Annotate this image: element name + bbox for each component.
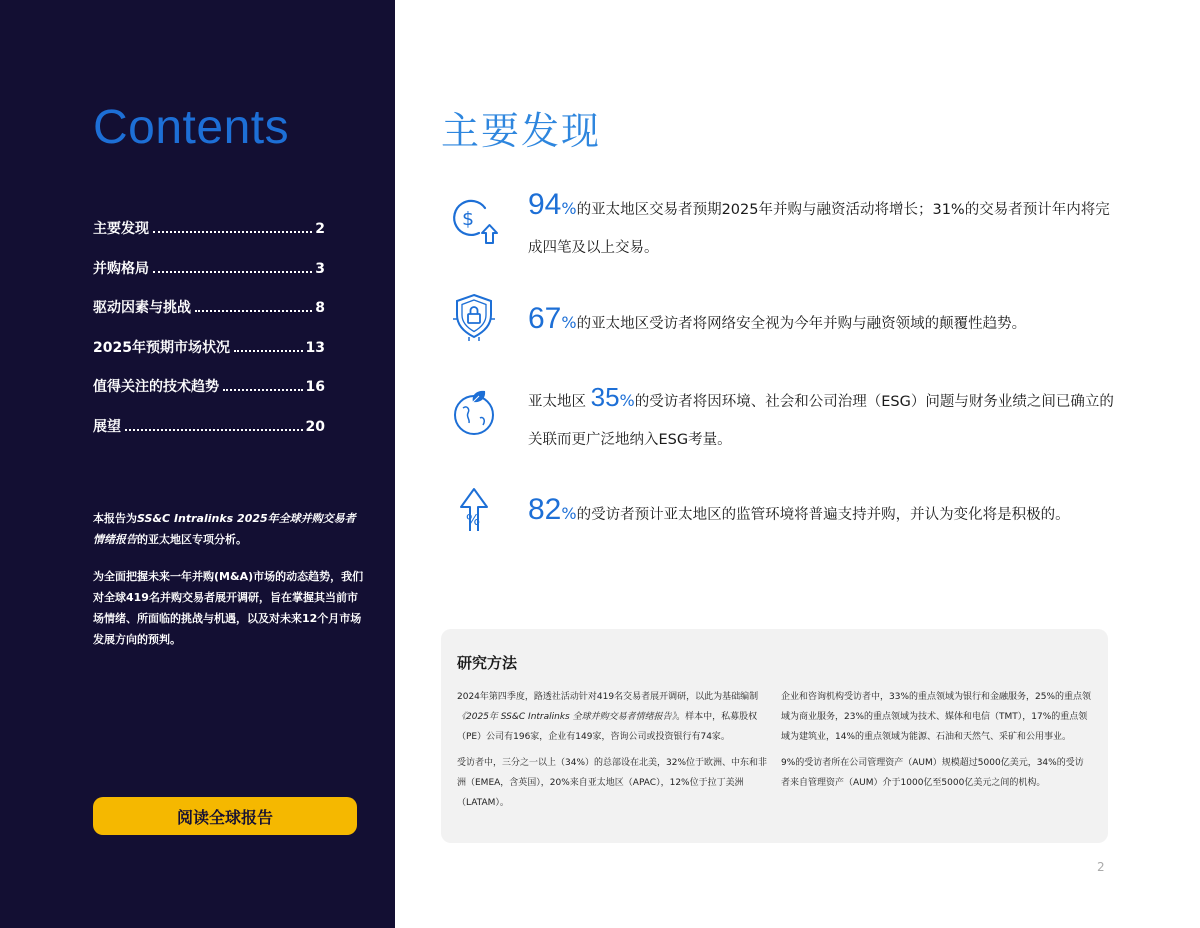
survey-description: 为全面把握未来一年并购(M&A)市场的动态趋势，我们对全球419名并购交易者展开调研，旨在掌握其当前市场情绪、所面临的挑战与机遇，以及对未来12个月市场发展方向的预判。 xyxy=(93,570,364,646)
finding-description: 的受访者预计亚太地区的监管环境将普遍支持并购，并认为变化将是积极的。 xyxy=(576,507,1070,523)
methodology-paragraph: 受访者中，三分之一以上（34%）的总部设在北美，32%位于欧洲、中东和非洲（EMEA，含英国），20%来自亚太地区（APAC），12%位于拉丁美洲（LATAM）。 xyxy=(457,758,768,808)
shield-lock-icon xyxy=(449,292,499,342)
finding-text xyxy=(528,491,1123,534)
read-global-report-button[interactable]: 阅读全球报告 xyxy=(93,797,357,835)
toc-item-label: 2025年预期市场状况 xyxy=(93,339,230,356)
toc-leader-dots xyxy=(153,271,312,273)
finding-text xyxy=(528,186,1123,267)
toc-item-ma-landscape[interactable] xyxy=(93,258,325,298)
toc-leader-dots xyxy=(153,231,312,233)
finding-figure: 67 xyxy=(528,302,562,335)
finding-prefix: 亚太地区 xyxy=(528,394,591,410)
methodology-box xyxy=(441,629,1108,843)
svg-text:$: $ xyxy=(461,208,475,230)
sidebar xyxy=(0,0,395,928)
toc-item-label: 值得关注的技术趋势 xyxy=(93,379,219,396)
contents-title: Contents xyxy=(93,101,290,154)
report-title-italic: SS&C Intralinks 2025年全球并购交易者情绪报告 xyxy=(93,512,356,546)
toc-item-label: 并购格局 xyxy=(93,260,149,277)
methodology-paragraph: 9%的受访者所在公司管理资产（AUM）规模超过5000亿美元，34%的受访者来自管理资产（AUM）介于1000亿至5000亿美元之间的机构。 xyxy=(781,758,1084,788)
toc-leader-dots xyxy=(234,350,303,352)
toc-item-label: 主要发现 xyxy=(93,221,149,237)
methodology-right-column xyxy=(781,687,1091,799)
finding-text xyxy=(528,300,1123,343)
toc-item-outlook[interactable] xyxy=(93,416,325,456)
finding-text xyxy=(528,378,1123,459)
toc-leader-dots xyxy=(125,429,303,431)
finding-figure: 35 xyxy=(590,382,620,412)
toc-item-key-findings[interactable] xyxy=(93,218,325,258)
toc-item-label: 展望 xyxy=(93,418,121,435)
paragraph-text: 。样本中，私募股权（PE）公司有196家，企业有149家，咨询公司或投资银行有74家。 xyxy=(457,712,758,742)
toc-item-page: 8 xyxy=(315,300,325,317)
table-of-contents xyxy=(93,218,325,456)
finding-percent-sign: % xyxy=(561,504,577,523)
toc-item-label: 驱动因素与挑战 xyxy=(93,300,191,317)
toc-item-page: 13 xyxy=(305,339,325,356)
toc-item-page: 16 xyxy=(305,379,325,396)
finding-description: 的受访者将因环境、社会和公司治理（ESG）问题与财务业绩之间已确立的关联而更广泛地纳入ESG考量。 xyxy=(528,394,1114,448)
toc-item-page: 20 xyxy=(305,418,325,435)
percent-arrow-icon xyxy=(449,485,499,535)
finding-percent-sign: % xyxy=(619,391,635,410)
finding-description: 的亚太地区交易者预期2025年并购与融资活动将增长；31%的交易者预计年内将完成四笔及以上交易。 xyxy=(528,202,1110,256)
methodology-paragraph xyxy=(457,687,767,747)
finding-percent-sign: % xyxy=(561,199,577,218)
finding-percent-sign: % xyxy=(561,313,577,332)
globe-leaf-icon xyxy=(449,388,499,438)
note-text: 本报告为 xyxy=(93,512,137,525)
toc-leader-dots xyxy=(223,389,303,391)
methodology-paragraph: 企业和咨询机构受访者中，33%的重点领域为银行和金融服务，25%的重点领域为商业服务，23%的重点领域为技术、媒体和电信（TMT），17%的重点领域为建筑业，14%的重点领域为能源、石油和天然气、采矿和公用事业。 xyxy=(781,692,1092,742)
toc-item-drivers-challenges[interactable] xyxy=(93,297,325,337)
toc-item-tech-trends[interactable] xyxy=(93,376,325,416)
toc-item-page: 3 xyxy=(315,260,325,277)
report-scope-note xyxy=(93,508,365,550)
finding-description: 的亚太地区受访者将网络安全视为今年并购与融资领域的颠覆性趋势。 xyxy=(576,316,1027,332)
page-title: 主要发现 xyxy=(441,109,602,153)
finding-figure: 82 xyxy=(528,493,562,526)
toc-item-market-outlook-2025[interactable] xyxy=(93,337,325,377)
note-text: 的亚太地区专项分析。 xyxy=(137,533,247,546)
methodology-left-column xyxy=(457,687,767,819)
toc-leader-dots xyxy=(195,310,312,312)
svg-text:%: % xyxy=(465,511,481,529)
paragraph-text: 2024年第四季度，路透社活动针对419名交易者展开调研，以此为基础编制 xyxy=(457,692,759,702)
page-number: 2 xyxy=(1097,860,1105,874)
toc-item-page: 2 xyxy=(315,221,325,237)
dollar-growth-icon xyxy=(449,194,499,244)
report-title-italic: 《2025年 SS&C Intralinks 全球并购交易者情绪报告》 xyxy=(457,712,677,722)
finding-figure: 94 xyxy=(528,188,562,221)
methodology-title: 研究方法 xyxy=(457,654,518,672)
